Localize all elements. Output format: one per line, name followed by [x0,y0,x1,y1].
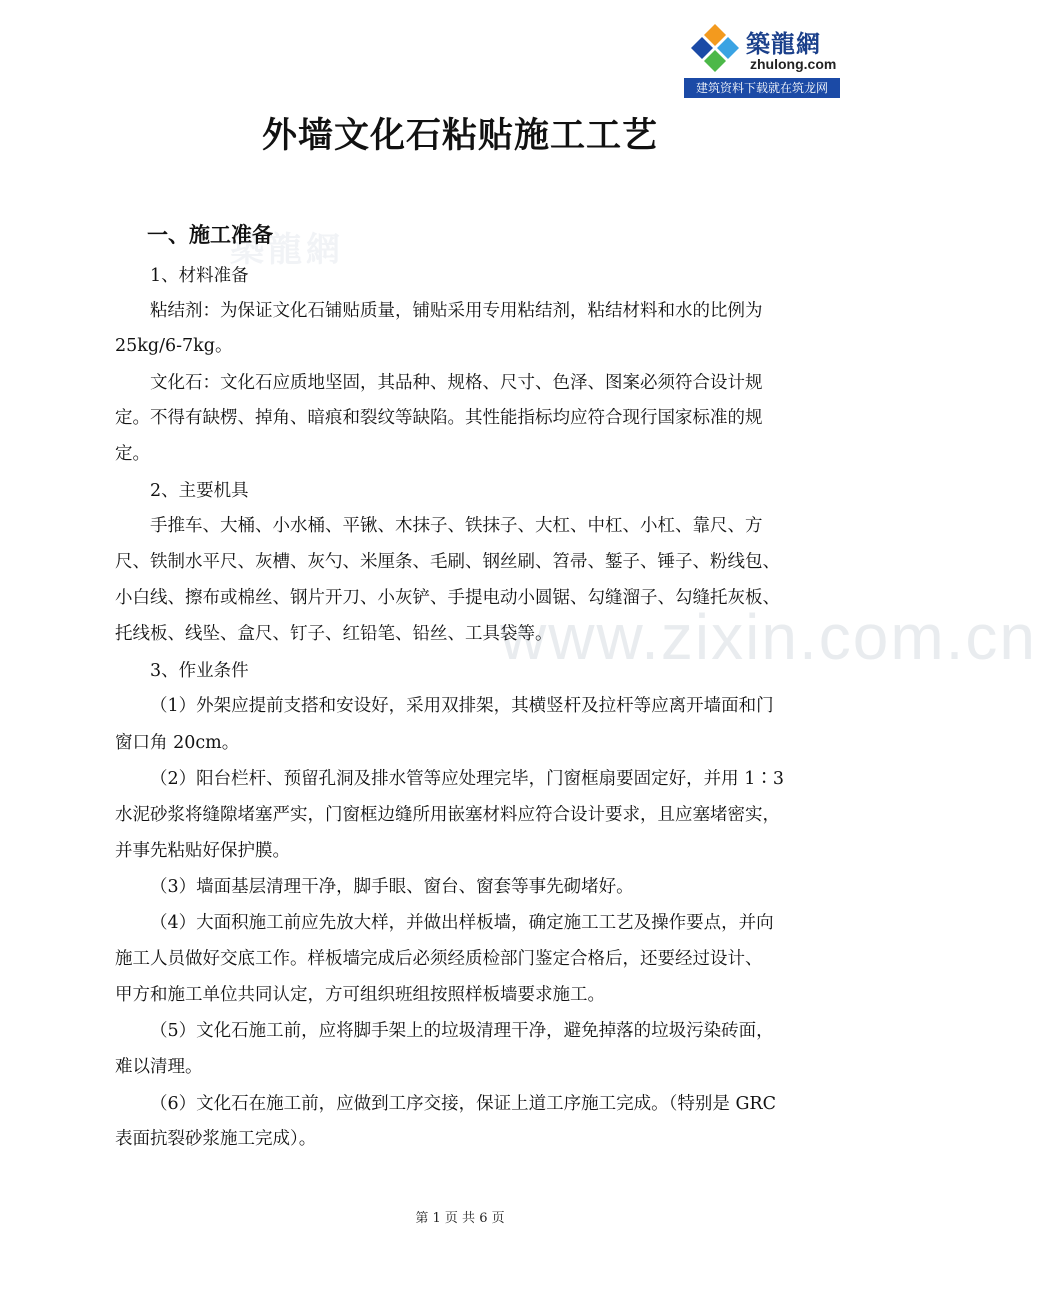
body-line: 施工人员做好交底工作。样板墙完成后必须经质检部门鉴定合格后，还要经过设计、 [115,949,763,969]
page-number: 第 1 页 共 6 页 [415,1211,505,1226]
body-line: 托线板、线坠、盒尺、钉子、红铅笔、铅丝、工具袋等。 [115,624,553,644]
body-line: 1、材料准备 [150,266,249,286]
body-line: 2、主要机具 [150,481,249,501]
body-line: 水泥砂浆将缝隙堵塞严实，门窗框边缝所用嵌塞材料应符合设计要求，且应塞堵密实， [115,805,780,825]
body-line: （5）文化石施工前，应将脚手架上的垃圾清理干净，避免掉落的垃圾污染砖面， [150,1021,774,1041]
body-line: 并事先粘贴好保护膜。 [115,841,290,861]
body-line: 定。不得有缺楞、掉角、暗痕和裂纹等缺陷。其性能指标均应符合现行国家标准的规 [115,408,763,428]
document-title: 外墙文化石粘贴施工工艺 [261,115,658,156]
body-line: 尺、铁制水平尺、灰槽、灰勺、米厘条、毛刷、钢丝刷、笤帚、錾子、锤子、粉线包、 [115,552,780,572]
body-line: （3）墙面基层清理干净，脚手眼、窗台、窗套等事先砌堵好。 [150,877,634,897]
section-heading: 一、施工准备 [147,222,273,247]
body-line: 窗口角 20cm。 [115,733,240,753]
body-line: 难以清理。 [115,1057,203,1077]
zhulong-logo [684,18,840,98]
logo-name: 築龍網 [746,29,821,58]
logo-slogan: 建筑资料下载就在筑龙网 [684,78,840,98]
body-line: 25kg/6-7kg。 [115,336,233,356]
watermark-chinese: 築龍網 [230,230,344,270]
body-line: 手推车、大桶、小水桶、平锹、木抹子、铁抹子、大杠、中杠、小杠、靠尺、方 [150,516,763,536]
body-line: 文化石：文化石应质地坚固，其品种、规格、尺寸、色泽、图案必须符合设计规 [150,373,763,393]
body-line: （2）阳台栏杆、预留孔洞及排水管等应处理完毕，门窗框扇要固定好，并用 1∶3 [150,769,784,789]
body-line: （4）大面积施工前应先放大样，并做出样板墙，确定施工工艺及操作要点，并向 [150,913,774,933]
logo-domain: zhulong.com [750,56,837,72]
body-line: 3、作业条件 [150,661,249,681]
body-line: （6）文化石在施工前，应做到工序交接，保证上道工序施工完成。（特别是 GRC [150,1094,776,1114]
logo-diamond-icon [688,22,742,76]
body-line: 甲方和施工单位共同认定，方可组织班组按照样板墙要求施工。 [115,985,605,1005]
logo-top [684,18,840,78]
body-line: 定。 [115,444,150,464]
body-line: 粘结剂：为保证文化石铺贴质量，铺贴采用专用粘结剂，粘结材料和水的比例为 [150,301,763,321]
body-line: （1）外架应提前支搭和安设好，采用双排架，其横竖杆及拉杆等应离开墙面和门 [150,696,774,716]
watermark-domain: www.zixin.com.cn [500,601,1037,673]
body-line: 表面抗裂砂浆施工完成）。 [115,1129,317,1149]
body-line: 小白线、擦布或棉丝、钢片开刀、小灰铲、手提电动小圆锯、勾缝溜子、勾缝托灰板、 [115,588,780,608]
